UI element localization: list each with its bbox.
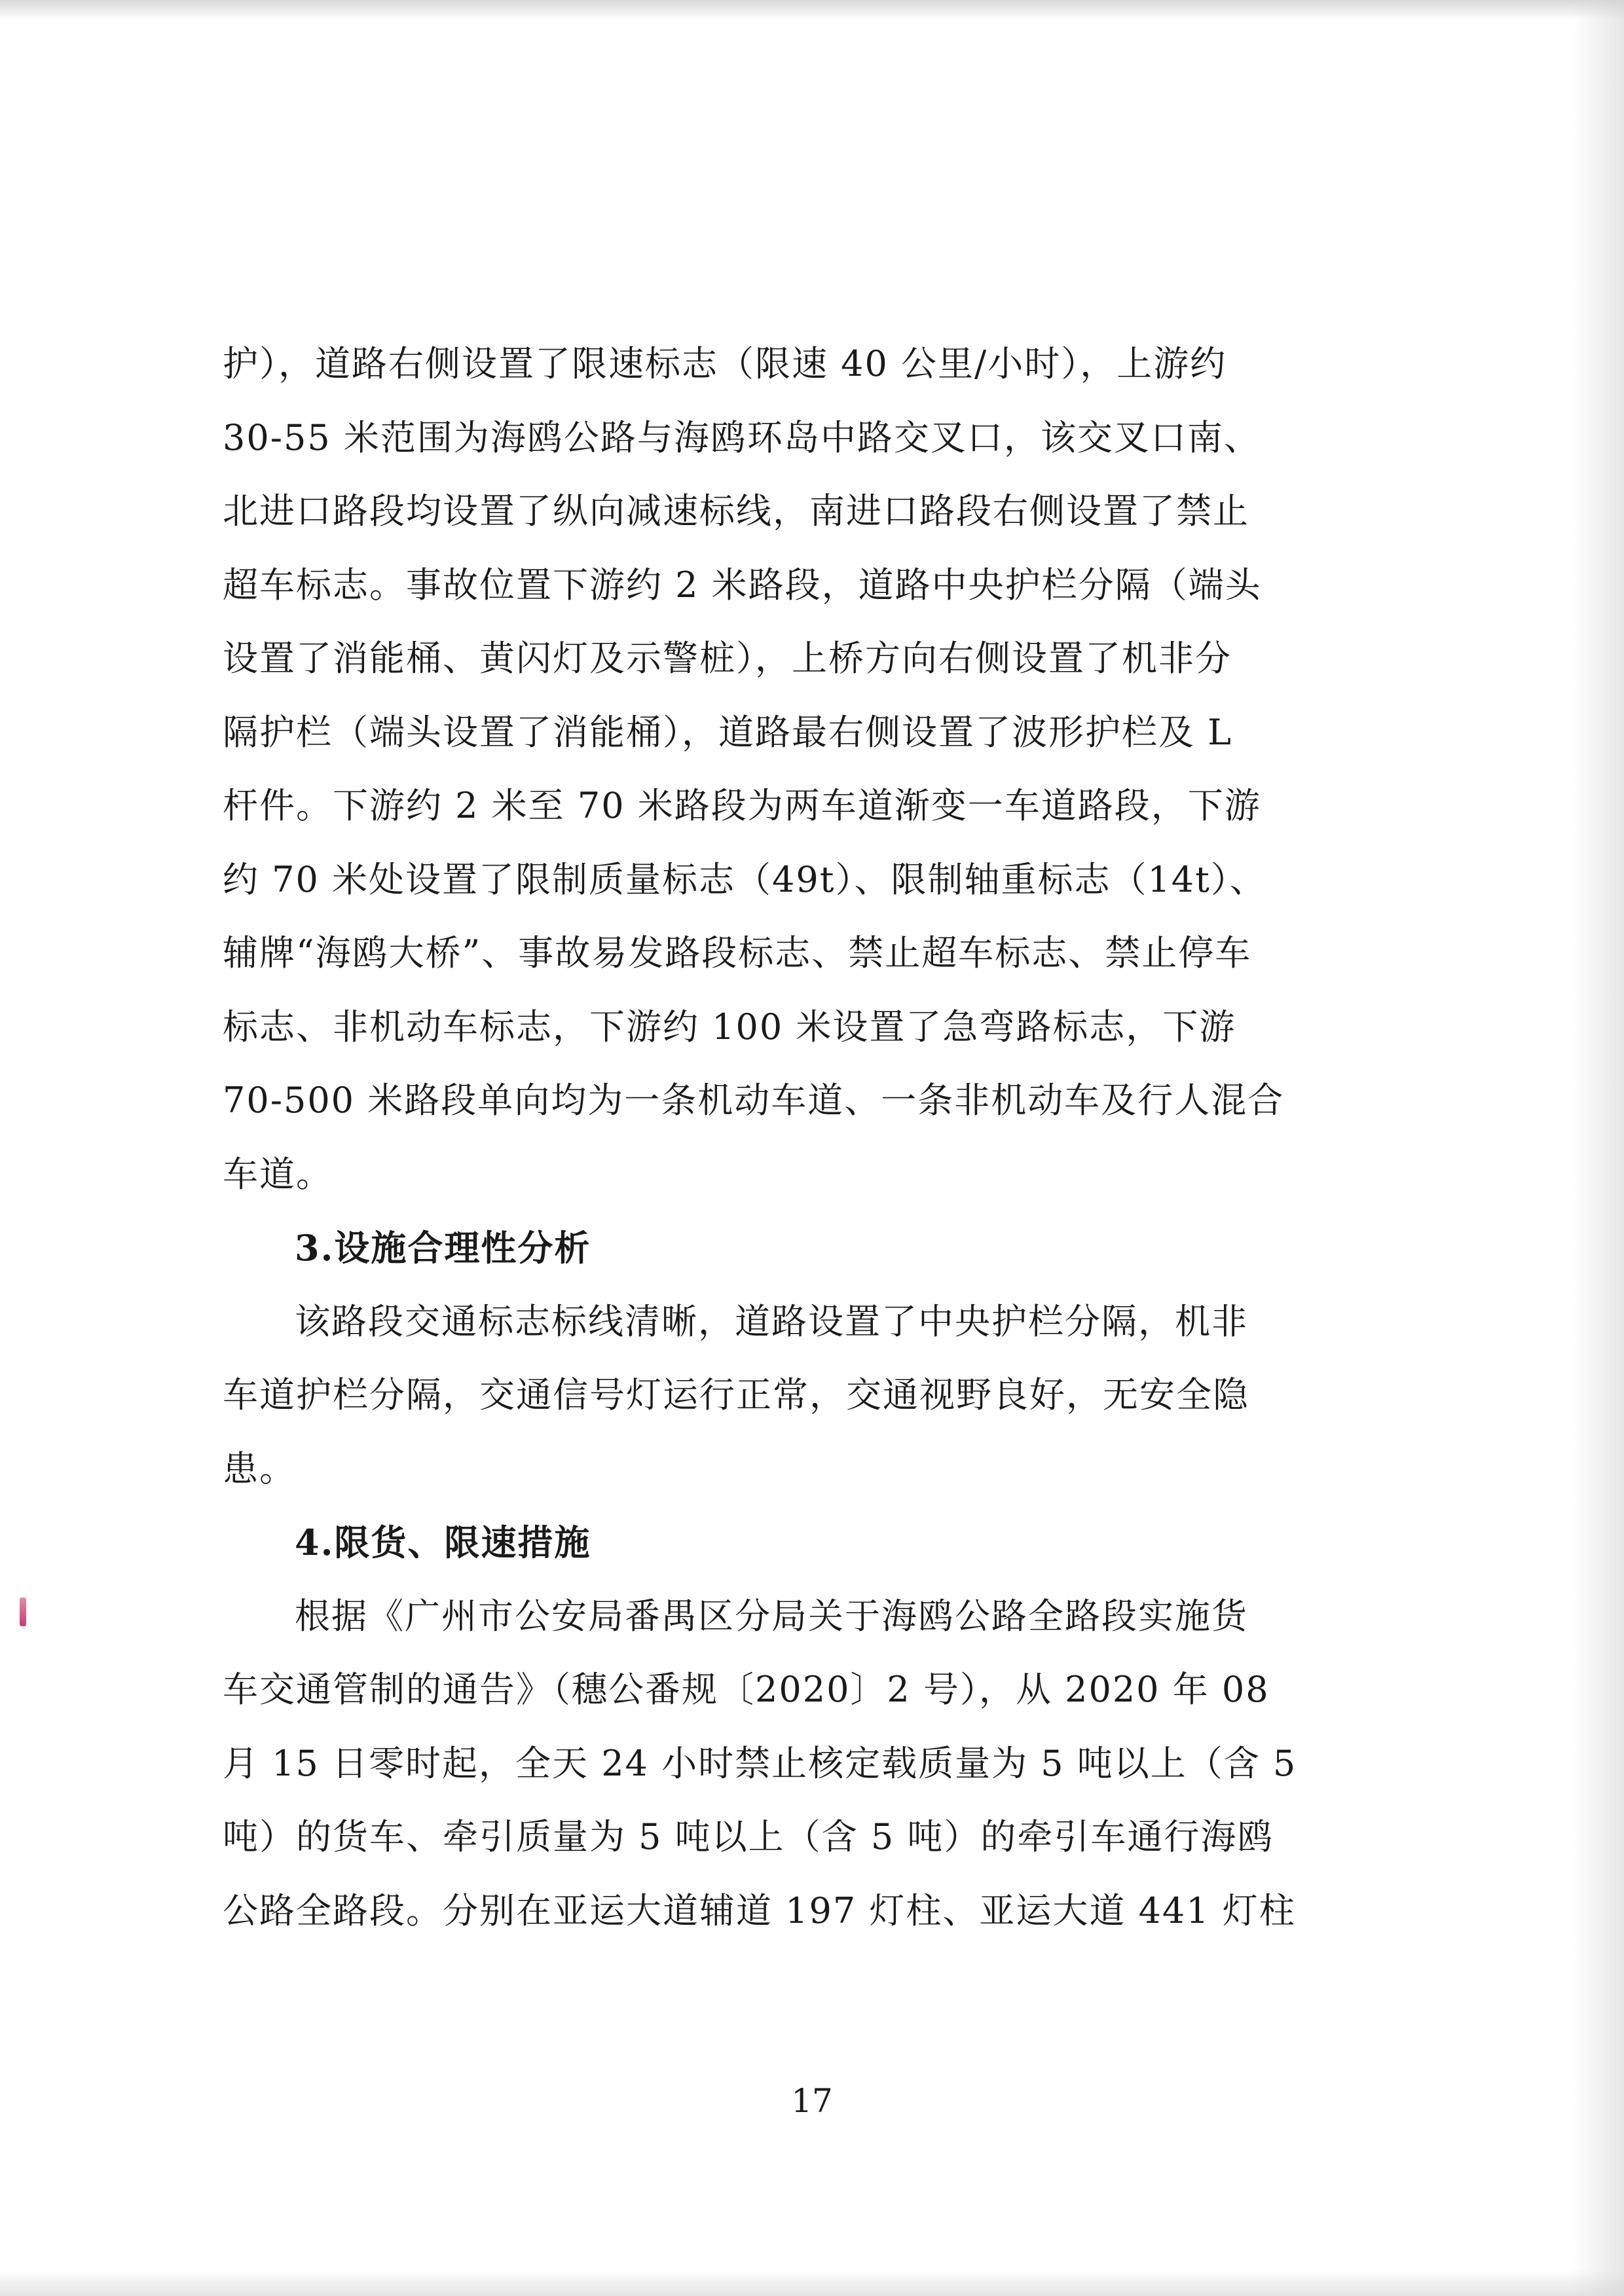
text-line: 30-55 米范围为海鸥公路与海鸥环岛中路交叉口，该交叉口南、 <box>223 416 1261 458</box>
text-line: 设置了消能桶、黄闪灯及示警桩），上桥方向右侧设置了机非分 <box>223 638 1232 679</box>
scan-shadow-right <box>1572 0 1624 2296</box>
text-line: 车道。 <box>223 1153 333 1195</box>
text-line: 车道护栏分隔，交通信号灯运行正常，交通视野良好，无安全隐 <box>223 1374 1249 1415</box>
text-line: 该路段交通标志标线清晰，道路设置了中央护栏分隔，机非 <box>295 1300 1248 1342</box>
body-text <box>223 327 1369 1948</box>
text-line: 标志、非机动车标志，下游约 100 米设置了急弯路标志，下游 <box>223 1006 1236 1048</box>
text-line: 车交通管制的通告》（穗公番规〔2020〕2 号），从 2020 年 08 <box>223 1669 1270 1710</box>
text-line: 月 15 日零时起，全天 24 小时禁止核定载质量为 5 吨以上（含 5 <box>223 1742 1297 1784</box>
text-line: 约 70 米处设置了限制质量标志（49t）、限制轴重标志（14t）、 <box>223 858 1266 900</box>
section-heading-freight-speed-measures: 4.限货、限速措施 <box>295 1522 591 1563</box>
section-heading-facility-analysis: 3.设施合理性分析 <box>295 1227 591 1269</box>
text-line: 患。 <box>223 1448 296 1489</box>
scan-shadow-bottom <box>0 2270 1624 2296</box>
page-number: 17 <box>791 2082 833 2120</box>
scan-shadow-top <box>0 0 1624 20</box>
text-line: 根据《广州市公安局番禺区分局关于海鸥公路全路段实施货 <box>295 1595 1248 1637</box>
text-line: 北进口路段均设置了纵向减速标线，南进口路段右侧设置了禁止 <box>223 490 1249 532</box>
text-line: 70-500 米路段单向均为一条机动车道、一条非机动车及行人混合 <box>223 1080 1285 1121</box>
text-line: 公路全路段。分别在亚运大道辅道 197 灯柱、亚运大道 441 灯柱 <box>223 1889 1296 1931</box>
text-line: 超车标志。事故位置下游约 2 米路段，道路中央护栏分隔（端头 <box>223 564 1262 606</box>
text-line: 辅牌“海鸥大桥”、事故易发路段标志、禁止超车标志、禁止停车 <box>223 932 1252 974</box>
binding-mark <box>20 1597 26 1626</box>
text-line: 隔护栏（端头设置了消能桶），道路最右侧设置了波形护栏及 L <box>223 711 1233 753</box>
text-line: 吨）的货车、牵引质量为 5 吨以上（含 5 吨）的牵引车通行海鸥 <box>223 1816 1274 1857</box>
text-line: 杆件。下游约 2 米至 70 米路段为两车道渐变一车道路段，下游 <box>223 785 1261 826</box>
text-line: 护），道路右侧设置了限速标志（限速 40 公里/小时），上游约 <box>223 343 1227 384</box>
